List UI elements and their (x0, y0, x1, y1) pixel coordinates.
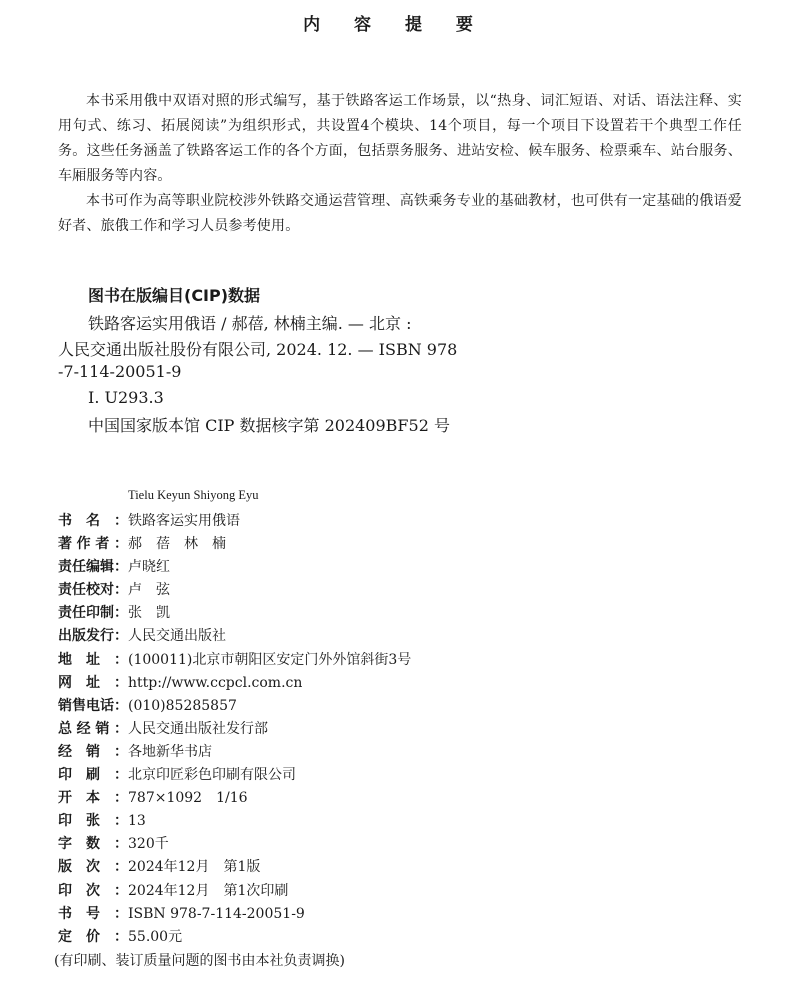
imprint-value: 2024年12月 第1版 (128, 859, 261, 876)
imprint-value: 铁路客运实用俄语 (128, 513, 240, 529)
imprint-row (58, 602, 411, 625)
imprint-row (58, 718, 411, 741)
imprint-label: 经 销 ： (58, 743, 128, 760)
imprint-label: 总 经 销 ： (58, 720, 128, 737)
imprint-row (58, 672, 411, 695)
imprint-value: (010)85285857 (128, 697, 237, 714)
imprint-label: 印 次 ： (58, 882, 128, 899)
imprint-label: 印 刷 ： (58, 767, 128, 784)
imprint-label: 书 名 ： (58, 513, 128, 529)
imprint-label: 定 价 ： (58, 928, 128, 945)
imprint-row (58, 649, 411, 672)
imprint-label: 字 数 ： (58, 836, 128, 853)
imprint-value: 787×1092 1/16 (128, 790, 248, 807)
content-summary (58, 89, 742, 239)
imprint-label: 销 售 电 话 ： (58, 697, 128, 714)
imprint-row (58, 903, 411, 926)
imprint-row (58, 533, 411, 556)
cip-line-record-number: 中国国家版本馆 CIP 数据核字第 202409BF52 号 (88, 416, 450, 435)
imprint-value: 13 (128, 813, 146, 830)
imprint-value: 人民交通出版社 (128, 628, 226, 645)
imprint-value: (100011)北京市朝阳区安定门外外馆斜街3号 (128, 651, 412, 668)
pinyin-title: Tielu Keyun Shiyong Eyu (128, 488, 259, 502)
imprint-value: 郝 蓓 林 楠 (128, 536, 226, 553)
imprint-label: 地 址 ： (58, 651, 128, 668)
imprint-value: 各地新华书店 (128, 743, 212, 760)
imprint-row (58, 926, 411, 949)
imprint-value: 张 凯 (128, 605, 170, 622)
imprint-value: 卢晓红 (128, 559, 170, 576)
cip-line-publisher: 人民交通出版社股份有限公司, 2024. 12. — ISBN 978 (58, 340, 458, 359)
quality-note: (有印刷、装订质量问题的图书由本社负责调换) (54, 953, 345, 969)
imprint-row (58, 741, 411, 764)
cip-heading: 图书在版编目(CIP)数据 (88, 286, 261, 305)
imprint-row (58, 833, 411, 856)
imprint-value: 卢 弦 (128, 582, 170, 599)
imprint-row (58, 880, 411, 903)
imprint-fields (58, 510, 411, 949)
imprint-row (58, 787, 411, 810)
imprint-row (58, 764, 411, 787)
imprint-label: 责 任 校 对 ： (58, 582, 128, 599)
imprint-row (58, 625, 411, 648)
imprint-value: ISBN 978-7-114-20051-9 (128, 905, 305, 922)
summary-paragraph-1: 本书采用俄中双语对照的形式编写，基于铁路客运工作场景，以“热身、词汇短语、对话、语法注释、实用句式、练习、拓展阅读”为组织形式，共设置4个模块、14个项目，每一个项目下设置若干个典型工作任务。这些任务涵盖了铁路客运工作的各个方面，包括票务服务、进站安检、候车服务、检票乘车、站台服务、车厢服务等内容。 (58, 93, 742, 184)
imprint-value: 北京印匠彩色印刷有限公司 (128, 767, 296, 784)
imprint-label: 版 次 ： (58, 859, 128, 876)
imprint-label: 书 号 ： (58, 905, 128, 922)
imprint-row (58, 510, 411, 533)
imprint-label: 著 作 者 ： (58, 536, 128, 553)
summary-paragraph-2: 本书可作为高等职业院校涉外铁路交通运营管理、高铁乘务专业的基础教材，也可供有一定基础的俄语爱好者、旅俄工作和学习人员参考使用。 (58, 193, 742, 234)
cip-line-title: 铁路客运实用俄语 / 郝蓓, 林楠主编. — 北京 : (88, 314, 412, 333)
imprint-label: 开 本 ： (58, 790, 128, 807)
imprint-row (58, 810, 411, 833)
cip-line-isbn: -7-114-20051-9 (58, 362, 182, 381)
imprint-label: 责 任 印 制 ： (58, 605, 128, 622)
imprint-value: 2024年12月 第1次印刷 (128, 882, 289, 899)
imprint-label: 网 址 ： (58, 674, 128, 691)
imprint-row (58, 579, 411, 602)
imprint-row (58, 556, 411, 579)
imprint-label: 责 任 编 辑 ： (58, 559, 128, 576)
imprint-label: 出 版 发 行 ： (58, 628, 128, 645)
page-title: 内 容 提 要 (303, 15, 487, 35)
imprint-row (58, 695, 411, 718)
cip-line-classification: Ⅰ. U293.3 (88, 388, 164, 407)
imprint-value: 320千 (128, 836, 169, 853)
imprint-row (58, 856, 411, 879)
imprint-value: 55.00元 (128, 928, 183, 945)
imprint-value: 人民交通出版社发行部 (128, 720, 268, 737)
imprint-label: 印 张 ： (58, 813, 128, 830)
imprint-value: http://www.ccpcl.com.cn (128, 674, 303, 691)
